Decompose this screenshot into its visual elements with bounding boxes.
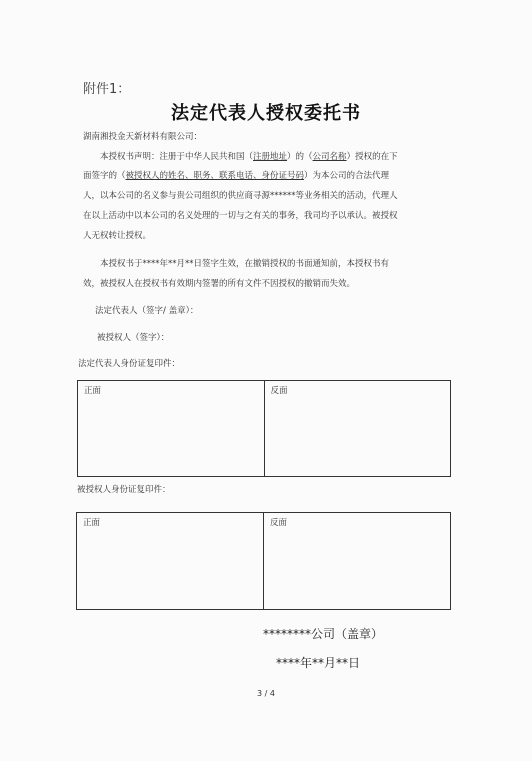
legal-rep-id-box	[77, 380, 451, 477]
legal-rep-id-label: 法定代表人身份证复印件：	[78, 359, 181, 369]
agent-id-front	[77, 513, 263, 609]
statement-text: ）为本公司的合法代理	[304, 171, 390, 181]
statement-text: 本授权书声明：注册于中华人民共和国（	[100, 152, 254, 162]
back-label: 反面	[270, 518, 288, 528]
front-label: 正面	[83, 518, 101, 528]
page-title: 法定代表人授权委托书	[171, 103, 361, 124]
addressee: 湖南湘投金天新材料有限公司：	[83, 132, 203, 142]
legal-rep-id-front	[78, 381, 264, 476]
validity-line-2: 效，被授权人在授权书有效期内签署的所有文件不因授权的撤销而失效。	[83, 279, 356, 289]
statement-line-1	[100, 150, 398, 162]
attachment-label: 附件1：	[83, 82, 131, 97]
back-label: 反面	[270, 386, 288, 396]
signing-date: ****年**月**日	[276, 656, 361, 670]
statement-text: ）的（	[287, 152, 313, 162]
agent-id-label: 被授权人身份证复印件：	[77, 485, 171, 495]
statement-line-2	[83, 169, 389, 181]
legal-rep-signature-label: 法定代表人（签字/ 盖章）：	[95, 306, 199, 316]
agent-id-back	[263, 513, 450, 609]
page-number: 3 / 4	[257, 689, 275, 698]
statement-line-3: 人，以本公司的名义参与贵公司组织的供应商寻源******等业务相关的活动，代理人	[83, 191, 398, 201]
company-seal-line: ********公司（盖章）	[263, 627, 384, 641]
registered-address-placeholder: 注册地址	[253, 152, 288, 162]
statement-text: ）授权的在下	[346, 152, 398, 162]
agent-info-placeholder: 被授权人的姓名、职务、联系电话、身份证号码	[125, 171, 305, 181]
agent-signature-label: 被授权人（签字）：	[97, 333, 170, 343]
legal-rep-id-back	[264, 381, 451, 476]
statement-text: 面签字的（	[83, 171, 126, 181]
front-label: 正面	[84, 386, 102, 396]
validity-line-1: 本授权书于****年**月**日签字生效，在撤销授权的书面通知前，本授权书有	[100, 259, 390, 269]
statement-line-5: 人无权转让授权。	[83, 231, 152, 241]
company-name-placeholder: 公司名称	[312, 152, 347, 162]
statement-line-4: 在以上活动中以本公司的名义处理的一切与之有关的事务，我司均予以承认。被授权	[83, 211, 398, 221]
agent-id-box	[76, 512, 451, 610]
